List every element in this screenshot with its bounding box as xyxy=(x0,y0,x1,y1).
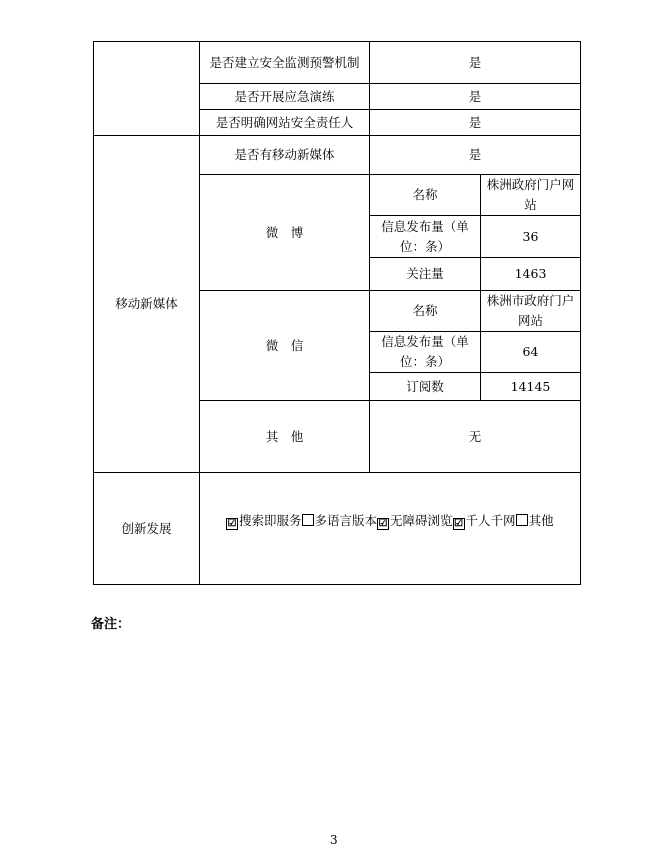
option-other[interactable] xyxy=(516,513,554,528)
wechat-subscribers-value: 14145 xyxy=(481,373,581,401)
weibo-posts-label: 信息发布量（单位：条） xyxy=(370,216,481,258)
monitoring-label: 是否建立安全监测预警机制 xyxy=(200,42,370,84)
checkbox-icon[interactable] xyxy=(516,514,528,526)
weibo-posts-value: 36 xyxy=(481,216,581,258)
checkbox-icon[interactable]: ☑ xyxy=(227,518,237,529)
innovation-options xyxy=(200,473,581,585)
option-label: 其他 xyxy=(528,513,554,528)
wechat-label: 微 信 xyxy=(200,291,370,401)
option-label: 多语言版本 xyxy=(314,513,378,528)
mobile-media-section-label: 移动新媒体 xyxy=(94,136,200,473)
other-media-value: 无 xyxy=(370,401,581,473)
note-label: 备注： xyxy=(91,617,131,632)
weibo-name-label: 名称 xyxy=(370,175,481,216)
option-label: 千人千网 xyxy=(465,513,516,528)
wechat-subscribers-label: 订阅数 xyxy=(370,373,481,401)
option-accessibility[interactable] xyxy=(377,513,453,528)
drill-label: 是否开展应急演练 xyxy=(200,84,370,110)
other-media-label: 其 他 xyxy=(200,401,370,473)
weibo-label: 微 博 xyxy=(200,175,370,291)
checkbox-icon[interactable] xyxy=(302,514,314,526)
drill-value: 是 xyxy=(370,84,581,110)
blank-section-cell xyxy=(94,42,200,136)
government-website-report-table xyxy=(93,41,581,585)
has-mobile-media-label: 是否有移动新媒体 xyxy=(200,136,370,175)
innovation-label: 创新发展 xyxy=(94,473,200,585)
checkbox-icon[interactable]: ☑ xyxy=(454,518,464,529)
option-personalized[interactable] xyxy=(453,513,516,528)
weibo-followers-label: 关注量 xyxy=(370,258,481,291)
responsible-value: 是 xyxy=(370,110,581,136)
responsible-label: 是否明确网站安全责任人 xyxy=(200,110,370,136)
option-label: 搜索即服务 xyxy=(239,513,302,528)
option-label: 无障碍浏览 xyxy=(390,513,453,528)
weibo-name-value: 株洲政府门户网站 xyxy=(481,175,581,216)
wechat-name-value: 株洲市政府门户网站 xyxy=(481,291,581,332)
wechat-posts-value: 64 xyxy=(481,332,581,373)
option-multilingual[interactable] xyxy=(302,513,378,528)
page-number: 3 xyxy=(330,833,338,847)
checkbox-icon[interactable]: ☑ xyxy=(378,518,388,529)
weibo-followers-value: 1463 xyxy=(481,258,581,291)
wechat-name-label: 名称 xyxy=(370,291,481,332)
has-mobile-media-value: 是 xyxy=(370,136,581,175)
wechat-posts-label: 信息发布量（单位：条） xyxy=(370,332,481,373)
monitoring-value: 是 xyxy=(370,42,581,84)
option-search-as-service[interactable] xyxy=(226,513,302,528)
